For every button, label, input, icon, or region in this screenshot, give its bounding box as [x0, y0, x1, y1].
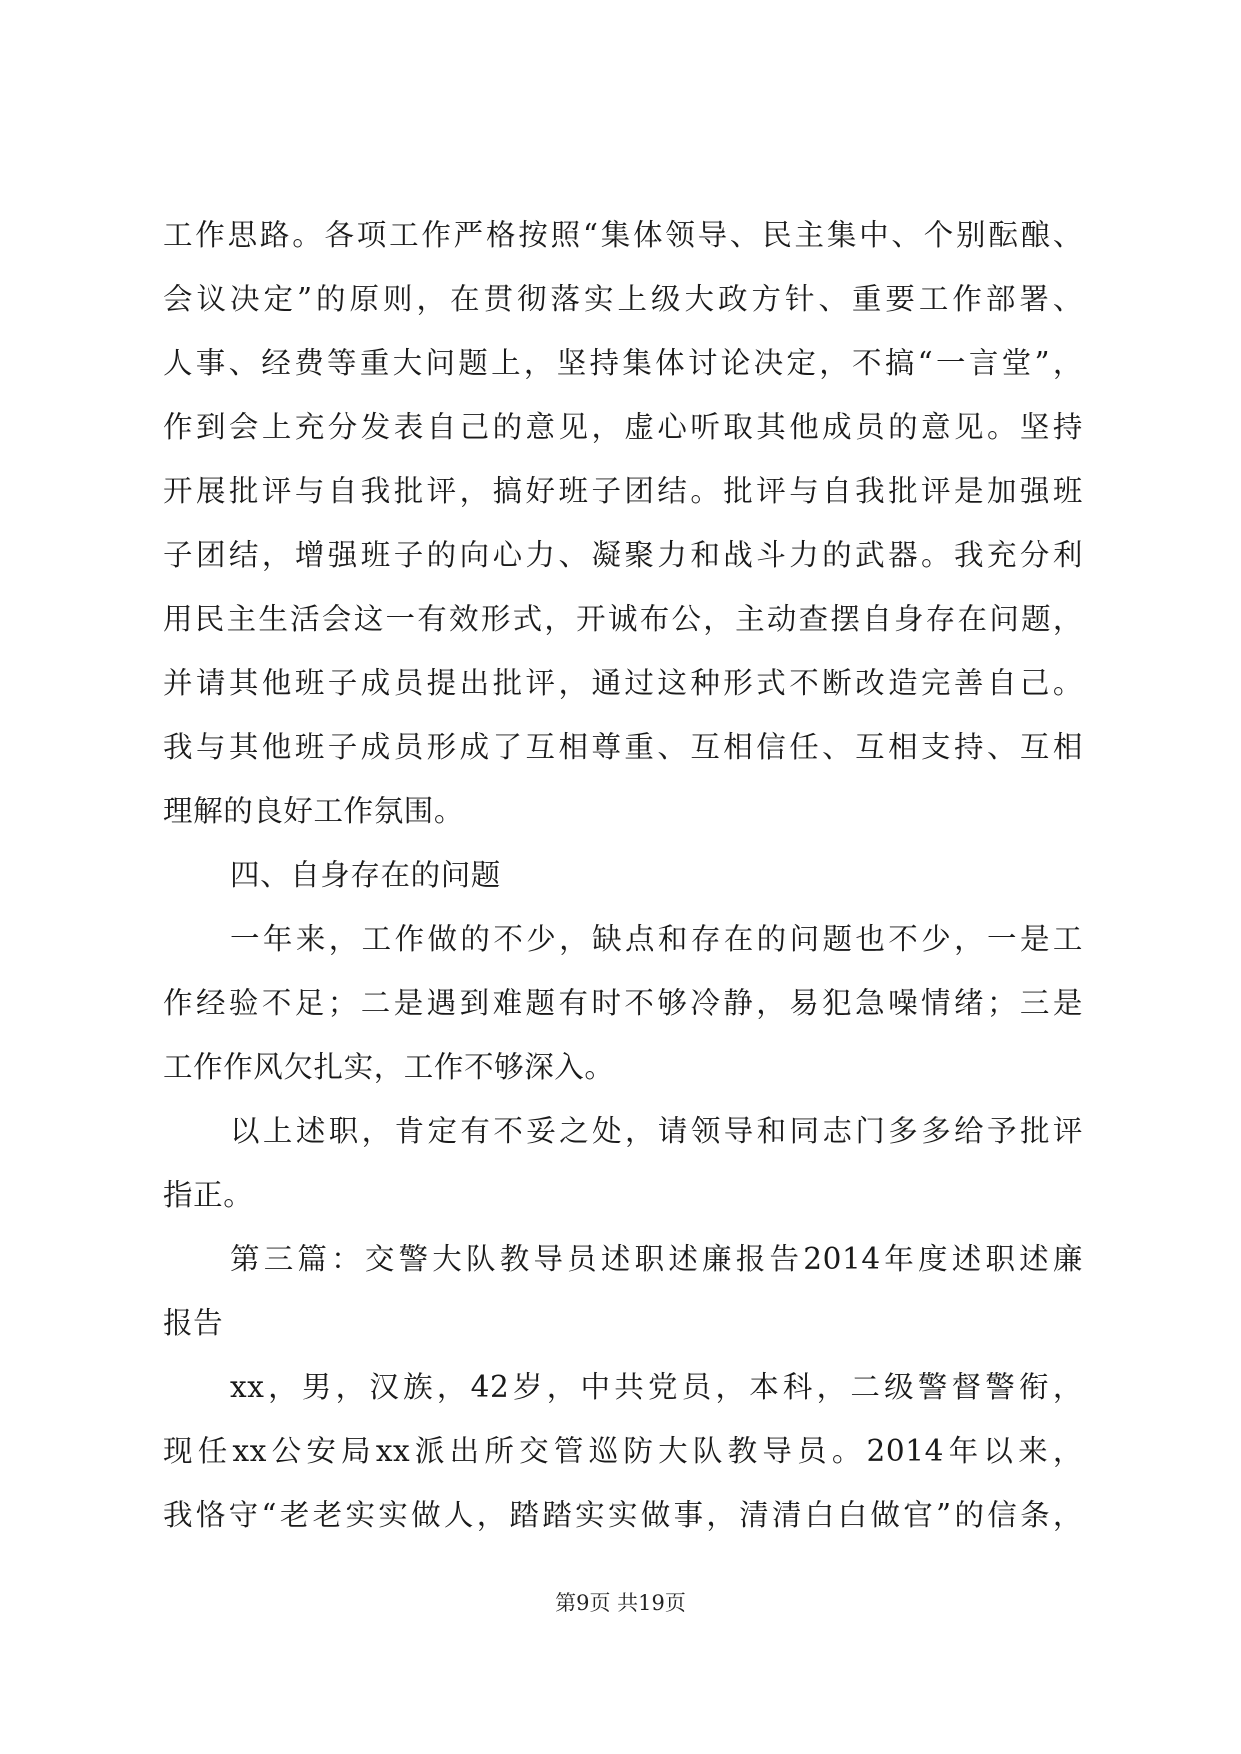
- text-line: 我与其他班子成员形成了互相尊重、互相信任、互相支持、互相: [163, 730, 1083, 764]
- text-line: 以上述职，肯定有不妥之处，请领导和同志门多多给予批评: [230, 1114, 1083, 1148]
- text-line: 用民主生活会这一有效形式，开诚布公，主动查摆自身存在问题，: [163, 602, 1083, 636]
- text-line: 工作作风欠扎实，工作不够深入。: [163, 1050, 615, 1084]
- text-line: 我恪守“老老实实做人，踏踏实实做事，清清白白做官”的信条，: [163, 1498, 1083, 1532]
- page-number-footer: 第9页 共19页: [555, 1591, 686, 1615]
- text-line: xx，男，汉族，42岁，中共党员，本科，二级警督警衔，: [230, 1370, 1083, 1404]
- text-line: 作经验不足；二是遇到难题有时不够冷静，易犯急噪情绪；三是: [163, 986, 1083, 1020]
- document-body: [163, 203, 1083, 1547]
- text-line: 作到会上充分发表自己的意见，虚心听取其他成员的意见。坚持: [163, 410, 1083, 444]
- text-line: 并请其他班子成员提出批评，通过这种形式不断改造完善自己。: [163, 666, 1083, 700]
- text-line: 工作思路。各项工作严格按照“集体领导、民主集中、个别酝酿、: [163, 218, 1083, 252]
- text-line: 一年来，工作做的不少，缺点和存在的问题也不少，一是工: [230, 922, 1083, 956]
- text-line: 理解的良好工作氛围。: [163, 794, 465, 828]
- text-line: 第三篇：交警大队教导员述职述廉报告2014年度述职述廉: [230, 1242, 1083, 1276]
- text-line: 会议决定”的原则，在贯彻落实上级大政方针、重要工作部署、: [163, 282, 1083, 316]
- text-line: 人事、经费等重大问题上，坚持集体讨论决定，不搞“一言堂”，: [163, 346, 1083, 380]
- text-line: 现任xx公安局xx派出所交管巡防大队教导员。2014年以来，: [163, 1434, 1083, 1468]
- text-line: 子团结，增强班子的向心力、凝聚力和战斗力的武器。我充分利: [163, 538, 1083, 572]
- text-line: 四、自身存在的问题: [230, 858, 501, 892]
- text-line: 开展批评与自我批评，搞好班子团结。批评与自我批评是加强班: [163, 474, 1083, 508]
- text-line: 指正。: [163, 1178, 254, 1212]
- text-line: 报告: [163, 1306, 224, 1340]
